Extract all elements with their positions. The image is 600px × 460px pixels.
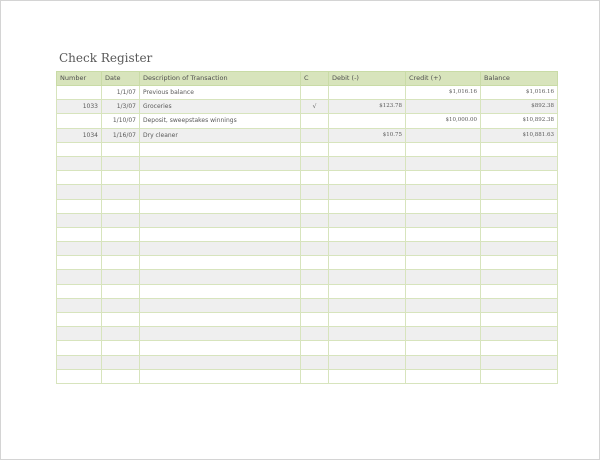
cell-balance[interactable]: $1,016.16	[481, 86, 558, 100]
cell-date[interactable]	[102, 256, 140, 270]
cell-description[interactable]	[140, 341, 301, 355]
cell-balance[interactable]	[481, 369, 558, 383]
cell-debit[interactable]	[329, 86, 406, 100]
cell-description[interactable]	[140, 298, 301, 312]
cell-number[interactable]	[57, 341, 102, 355]
table-row	[57, 142, 558, 156]
cell-cleared[interactable]	[301, 270, 329, 284]
cell-credit[interactable]	[406, 156, 481, 170]
cell-balance[interactable]	[481, 341, 558, 355]
table-row	[57, 313, 558, 327]
cell-credit[interactable]	[406, 213, 481, 227]
cell-credit[interactable]	[406, 270, 481, 284]
cell-date[interactable]	[102, 227, 140, 241]
cell-credit[interactable]	[406, 171, 481, 185]
cell-credit[interactable]	[406, 227, 481, 241]
cell-balance[interactable]	[481, 256, 558, 270]
cell-number[interactable]	[57, 369, 102, 383]
cell-credit[interactable]	[406, 313, 481, 327]
cell-description[interactable]	[140, 355, 301, 369]
table-row	[57, 270, 558, 284]
cell-credit[interactable]: $1,016.16	[406, 86, 481, 100]
cell-description[interactable]	[140, 199, 301, 213]
cell-number[interactable]	[57, 213, 102, 227]
cell-cleared[interactable]	[301, 341, 329, 355]
cell-description[interactable]	[140, 171, 301, 185]
document-title: Check Register	[59, 51, 153, 65]
cell-date[interactable]	[102, 199, 140, 213]
cell-credit[interactable]	[406, 185, 481, 199]
cell-cleared[interactable]	[301, 298, 329, 312]
cell-balance[interactable]	[481, 242, 558, 256]
cell-credit[interactable]	[406, 369, 481, 383]
cell-number[interactable]	[57, 242, 102, 256]
cell-number[interactable]	[57, 256, 102, 270]
cell-credit[interactable]	[406, 298, 481, 312]
cell-balance[interactable]: $10,892.38	[481, 114, 558, 128]
cell-cleared[interactable]	[301, 171, 329, 185]
cell-credit[interactable]	[406, 128, 481, 142]
cell-number[interactable]	[57, 284, 102, 298]
cell-balance[interactable]	[481, 298, 558, 312]
column-header-description: Description of Transaction	[140, 72, 301, 86]
table-row	[57, 128, 558, 142]
column-header-credit: Credit (+)	[406, 72, 481, 86]
cell-number[interactable]: 1033	[57, 100, 102, 114]
cell-description[interactable]: Groceries	[140, 100, 301, 114]
column-header-date: Date	[102, 72, 140, 86]
cell-description[interactable]	[140, 369, 301, 383]
cell-balance[interactable]: $892.38	[481, 100, 558, 114]
header-row	[57, 72, 558, 86]
cell-debit[interactable]: $10.75	[329, 128, 406, 142]
table-row	[57, 100, 558, 114]
cell-date[interactable]	[102, 369, 140, 383]
cell-number[interactable]	[57, 185, 102, 199]
cell-date[interactable]: 1/3/07	[102, 100, 140, 114]
cell-credit[interactable]	[406, 142, 481, 156]
cell-cleared[interactable]	[301, 355, 329, 369]
table-row	[57, 227, 558, 241]
table-row	[57, 242, 558, 256]
cell-cleared[interactable]	[301, 156, 329, 170]
table-row	[57, 327, 558, 341]
cell-date[interactable]: 1/1/07	[102, 86, 140, 100]
cell-description[interactable]	[140, 242, 301, 256]
cell-number[interactable]	[57, 298, 102, 312]
cell-credit[interactable]: $10,000.00	[406, 114, 481, 128]
cell-description[interactable]	[140, 185, 301, 199]
cell-description[interactable]	[140, 227, 301, 241]
cell-cleared[interactable]	[301, 142, 329, 156]
cell-number[interactable]	[57, 86, 102, 100]
cell-credit[interactable]	[406, 199, 481, 213]
cell-description[interactable]: Dry cleaner	[140, 128, 301, 142]
cell-cleared[interactable]	[301, 284, 329, 298]
column-header-debit: Debit (-)	[329, 72, 406, 86]
cell-cleared[interactable]	[301, 86, 329, 100]
cell-number[interactable]	[57, 199, 102, 213]
cell-description[interactable]: Deposit, sweepstakes winnings	[140, 114, 301, 128]
cell-date[interactable]: 1/10/07	[102, 114, 140, 128]
cell-debit[interactable]	[329, 256, 406, 270]
cell-date[interactable]	[102, 171, 140, 185]
cell-number[interactable]	[57, 114, 102, 128]
cell-description[interactable]: Previous balance	[140, 86, 301, 100]
table-row	[57, 256, 558, 270]
table-row	[57, 185, 558, 199]
cell-description[interactable]	[140, 156, 301, 170]
cell-credit[interactable]	[406, 341, 481, 355]
cell-number[interactable]: 1034	[57, 128, 102, 142]
cell-balance[interactable]	[481, 284, 558, 298]
cell-balance[interactable]	[481, 327, 558, 341]
cell-debit[interactable]	[329, 284, 406, 298]
cell-debit[interactable]	[329, 171, 406, 185]
cell-debit[interactable]	[329, 199, 406, 213]
cell-cleared[interactable]	[301, 185, 329, 199]
cell-balance[interactable]: $10,881.63	[481, 128, 558, 142]
cell-cleared[interactable]	[301, 213, 329, 227]
cell-date[interactable]	[102, 242, 140, 256]
table-row	[57, 156, 558, 170]
cell-date[interactable]	[102, 327, 140, 341]
cell-description[interactable]	[140, 327, 301, 341]
cell-balance[interactable]	[481, 213, 558, 227]
cell-number[interactable]	[57, 156, 102, 170]
cell-cleared[interactable]	[301, 256, 329, 270]
cell-description[interactable]	[140, 142, 301, 156]
cell-date[interactable]	[102, 185, 140, 199]
cell-debit[interactable]	[329, 327, 406, 341]
cell-number[interactable]	[57, 270, 102, 284]
table-row	[57, 284, 558, 298]
cell-debit[interactable]	[329, 270, 406, 284]
cell-balance[interactable]	[481, 355, 558, 369]
cell-credit[interactable]	[406, 355, 481, 369]
cell-debit[interactable]	[329, 156, 406, 170]
cell-credit[interactable]	[406, 242, 481, 256]
cell-date[interactable]	[102, 341, 140, 355]
cell-date[interactable]	[102, 156, 140, 170]
cell-balance[interactable]	[481, 142, 558, 156]
cell-debit[interactable]	[329, 213, 406, 227]
cell-balance[interactable]	[481, 185, 558, 199]
cell-description[interactable]	[140, 270, 301, 284]
cell-debit[interactable]	[329, 185, 406, 199]
cell-cleared[interactable]	[301, 199, 329, 213]
cell-balance[interactable]	[481, 227, 558, 241]
register-body	[57, 86, 558, 384]
table-row	[57, 199, 558, 213]
cell-description[interactable]	[140, 256, 301, 270]
cell-balance[interactable]	[481, 199, 558, 213]
cell-date[interactable]	[102, 270, 140, 284]
cell-debit[interactable]	[329, 114, 406, 128]
cell-debit[interactable]	[329, 242, 406, 256]
cell-cleared[interactable]	[301, 227, 329, 241]
cell-debit[interactable]	[329, 298, 406, 312]
table-row	[57, 341, 558, 355]
cell-balance[interactable]	[481, 313, 558, 327]
cell-balance[interactable]	[481, 270, 558, 284]
cell-number[interactable]	[57, 171, 102, 185]
table-row	[57, 369, 558, 383]
table-row	[57, 86, 558, 100]
cell-date[interactable]	[102, 213, 140, 227]
cell-date[interactable]	[102, 298, 140, 312]
table-row	[57, 213, 558, 227]
cell-cleared[interactable]	[301, 128, 329, 142]
cell-description[interactable]	[140, 213, 301, 227]
cell-date[interactable]	[102, 355, 140, 369]
cell-date[interactable]	[102, 313, 140, 327]
cell-credit[interactable]	[406, 284, 481, 298]
cell-cleared[interactable]	[301, 327, 329, 341]
cell-number[interactable]	[57, 142, 102, 156]
cell-balance[interactable]	[481, 156, 558, 170]
column-header-balance: Balance	[481, 72, 558, 86]
cell-debit[interactable]	[329, 341, 406, 355]
cell-balance[interactable]	[481, 171, 558, 185]
cell-number[interactable]	[57, 355, 102, 369]
table-row	[57, 114, 558, 128]
cell-credit[interactable]	[406, 100, 481, 114]
table-row	[57, 171, 558, 185]
cell-cleared[interactable]	[301, 114, 329, 128]
cell-date[interactable]: 1/16/07	[102, 128, 140, 142]
cell-debit[interactable]	[329, 369, 406, 383]
column-header-number: Number	[57, 72, 102, 86]
check-register-table	[56, 71, 558, 384]
cell-debit[interactable]	[329, 355, 406, 369]
table-row	[57, 298, 558, 312]
cell-date[interactable]	[102, 284, 140, 298]
cell-debit[interactable]	[329, 227, 406, 241]
cell-description[interactable]	[140, 284, 301, 298]
cell-number[interactable]	[57, 227, 102, 241]
cell-debit[interactable]	[329, 142, 406, 156]
cell-credit[interactable]	[406, 256, 481, 270]
cell-cleared[interactable]	[301, 369, 329, 383]
cell-description[interactable]	[140, 313, 301, 327]
cell-number[interactable]	[57, 327, 102, 341]
cell-number[interactable]	[57, 313, 102, 327]
cell-date[interactable]	[102, 142, 140, 156]
table-row	[57, 355, 558, 369]
cell-cleared[interactable]: √	[301, 100, 329, 114]
cell-cleared[interactable]	[301, 313, 329, 327]
cell-debit[interactable]: $123.78	[329, 100, 406, 114]
cell-cleared[interactable]	[301, 242, 329, 256]
cell-credit[interactable]	[406, 327, 481, 341]
column-header-cleared: C	[301, 72, 329, 86]
cell-debit[interactable]	[329, 313, 406, 327]
